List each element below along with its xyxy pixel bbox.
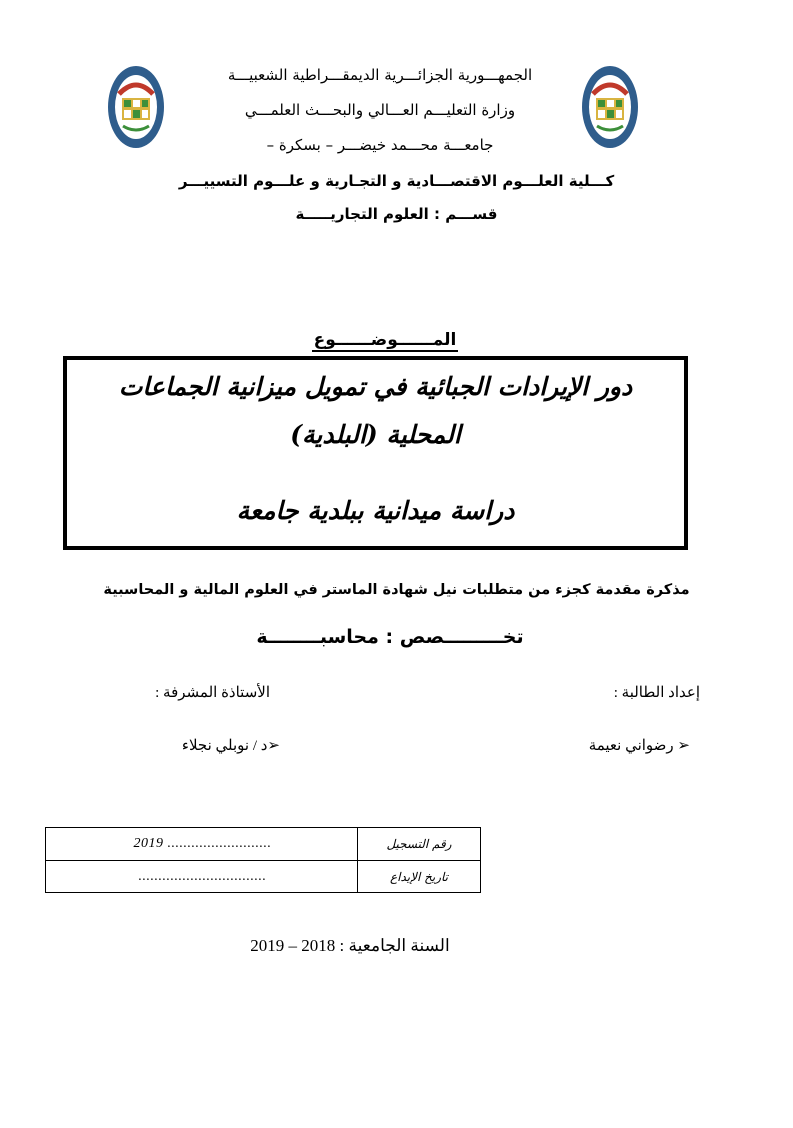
deposit-date-label: تاريخ الإيداع [357,861,480,893]
subject-heading: المــــــوضــــــوع [313,330,457,350]
thesis-title-line2: المحلية (البلدية) [290,420,461,449]
university-name: جامعـــة محـــمد خيضـــر – بسكرة – [266,136,494,154]
supervisor-name: د / نوبلي نجلاء [181,738,268,754]
specialty: تخـــــــــصص : محاسبــــــــة [256,626,524,648]
university-seal-icon [581,64,639,150]
bullet-arrow-icon: ➢ [677,738,690,754]
supervisor-entry [100,736,280,755]
thesis-title-box [63,356,688,550]
department-name: قســـم : العلوم التجاريـــــة [295,205,498,223]
university-logo-left [107,64,165,150]
faculty-name: كـــلية العلـــوم الاقتصـــادية و التجـارية و علـــوم التسييـــر [178,172,615,190]
university-seal-icon [107,64,165,150]
study-title: دراسة ميدانية ببلدية جامعة [236,496,515,525]
university-logo-right [581,64,639,150]
memo-description: مذكرة مقدمة كجزء من متطلبات نيل شهادة الماستر في العلوم المالية و المحاسبية [103,582,690,598]
registration-number-row [46,828,480,861]
student-name: رضواني نعيمة [588,738,674,754]
student-entry [500,736,690,755]
deposit-date-row [46,861,480,893]
supervisor-label: الأستاذة المشرفة : [155,685,270,701]
ministry-name: وزارة التعليـــم العـــالي والبحـــث العلمـــي [244,101,516,119]
academic-year: السنة الجامعية : 2018 – 2019 [250,936,450,955]
republic-name: الجمهـــورية الجزائـــرية الديمقـــراطية الشعبيـــة [227,66,533,84]
thesis-title-line1: دور الإيرادات الجبائية في تمويل ميزانية الجماعات [118,372,633,401]
prepared-by-label: إعداد الطالبة : [613,685,700,701]
bullet-arrow-icon: ➢ [267,738,280,754]
registration-number-value: 2019 .......................... [133,836,272,851]
registration-number-label: رقم التسجيل [357,828,480,860]
registration-table [45,827,481,893]
deposit-date-value: ................................ [138,869,267,884]
